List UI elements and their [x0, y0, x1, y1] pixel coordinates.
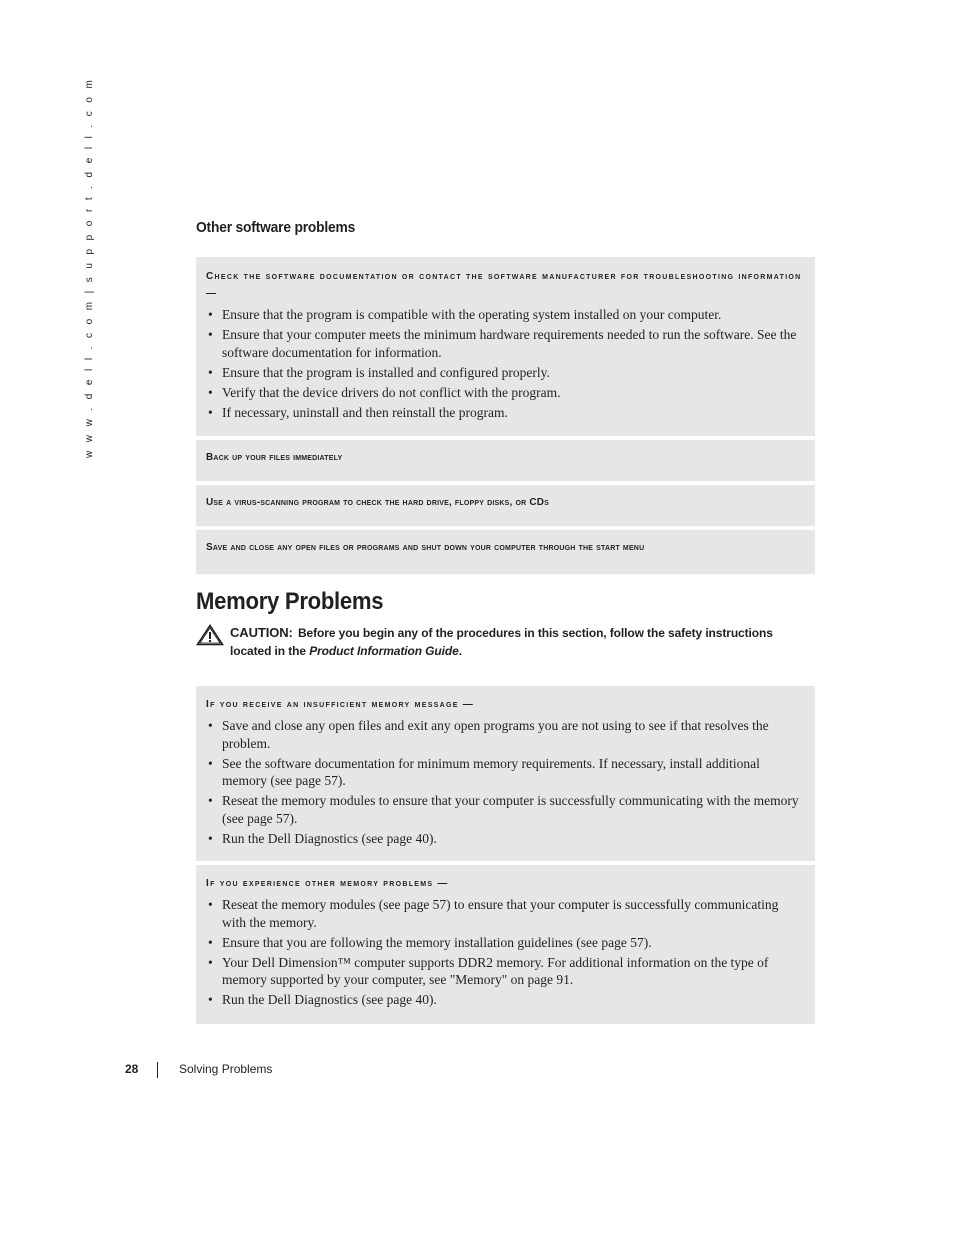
list-item [206, 934, 805, 952]
list-item-text: Ensure that you are following the memory installation guidelines (see page 57). [222, 934, 652, 950]
bullet: • [208, 384, 213, 400]
bullet: • [208, 307, 213, 322]
box-heading: If you experience other memory problems — [206, 878, 449, 889]
troubleshoot-box [196, 686, 815, 861]
bullet: • [208, 718, 213, 733]
bullet: • [208, 897, 213, 912]
troubleshoot-box [196, 865, 815, 1024]
list-item-text: Reseat the memory modules to ensure that your computer is successfully communicating with the memory (see page 57). [222, 793, 799, 826]
bullet: • [208, 793, 213, 808]
box-heading: Back up your files immediately [206, 452, 343, 463]
box-heading: Use a virus-scanning program to check the hard drive, floppy disks, or CDs [206, 497, 550, 508]
page-heading: Memory Problems [196, 588, 384, 615]
list-item [206, 755, 805, 790]
list-item-text: Run the Dell Diagnostics (see page 40). [222, 830, 437, 846]
box-heading: If you receive an insufficient memory message — [206, 699, 475, 710]
caution-notice [196, 624, 796, 660]
list-item-text: Run the Dell Diagnostics (see page 40). [222, 992, 437, 1007]
list-item-text: Ensure that your computer meets the minimum hardware requirements needed to run the software. See the software documentation for information. [222, 327, 797, 360]
troubleshoot-box [196, 257, 815, 436]
section-title-other-software: Other software problems [196, 219, 356, 236]
list-item [206, 306, 805, 324]
caution-end: . [458, 643, 462, 658]
bullet: • [208, 364, 213, 380]
list-item [206, 384, 805, 402]
bullet-list [206, 896, 805, 1009]
guide-title: Product Information Guide [309, 643, 459, 658]
list-item-text: See the software documentation for minimum memory requirements. If necessary, install additional memory (see page 57). [222, 755, 760, 788]
list-item-text: Reseat the memory modules (see page 57) to ensure that your computer is successfully communicating with the memory. [222, 897, 779, 930]
list-item-text: Ensure that the program is compatible with the operating system installed on your computer. [222, 307, 722, 322]
bullet-list [206, 717, 805, 847]
troubleshoot-box [196, 530, 815, 574]
list-item [206, 404, 805, 422]
bullet: • [208, 830, 213, 846]
box-heading: Save and close any open files or programs and shut down your computer through the start menu [206, 542, 645, 553]
warning-triangle-icon [196, 624, 224, 646]
bullet: • [208, 992, 213, 1007]
list-item [206, 830, 805, 848]
list-item-text: Verify that the device drivers do not conflict with the program. [222, 384, 561, 400]
list-item [206, 896, 805, 931]
bullet: • [208, 954, 213, 970]
list-item [206, 326, 805, 361]
caution-body: Before you begin any of the procedures in this section, follow the safety instructions located in the [230, 626, 773, 658]
box-heading: Check the software documentation or contact the software manufacturer for troubleshooting information — [206, 271, 802, 299]
list-item-text: Your Dell Dimension™ computer supports DDR2 memory. For additional information on the type of memory supported by your computer, see "Memory" on page 91. [222, 954, 769, 987]
list-item [206, 954, 805, 989]
list-item-text: If necessary, uninstall and then reinstall the program. [222, 404, 508, 420]
bullet: • [208, 327, 213, 342]
bullet: • [208, 934, 213, 950]
bullet: • [208, 404, 213, 420]
list-item [206, 364, 805, 382]
side-url: w w w . d e l l . c o m | s u p p o r t . d e l l . c o m [84, 77, 95, 458]
list-item-text: Ensure that the program is installed and configured properly. [222, 364, 550, 380]
page-number: 28 [125, 1062, 139, 1076]
troubleshoot-box [196, 440, 815, 481]
chapter-name: Solving Problems [179, 1062, 273, 1076]
troubleshoot-box [196, 485, 815, 526]
caution-label: CAUTION: [230, 625, 293, 640]
list-item-text: Save and close any open files and exit any open programs you are not using to see if that resolves the problem. [222, 718, 769, 751]
list-item [206, 717, 805, 752]
bullet-list [206, 306, 805, 421]
list-item [206, 792, 805, 827]
caution-text [230, 624, 796, 660]
bullet: • [208, 755, 213, 771]
footer-divider [157, 1062, 158, 1078]
list-item [206, 991, 805, 1009]
